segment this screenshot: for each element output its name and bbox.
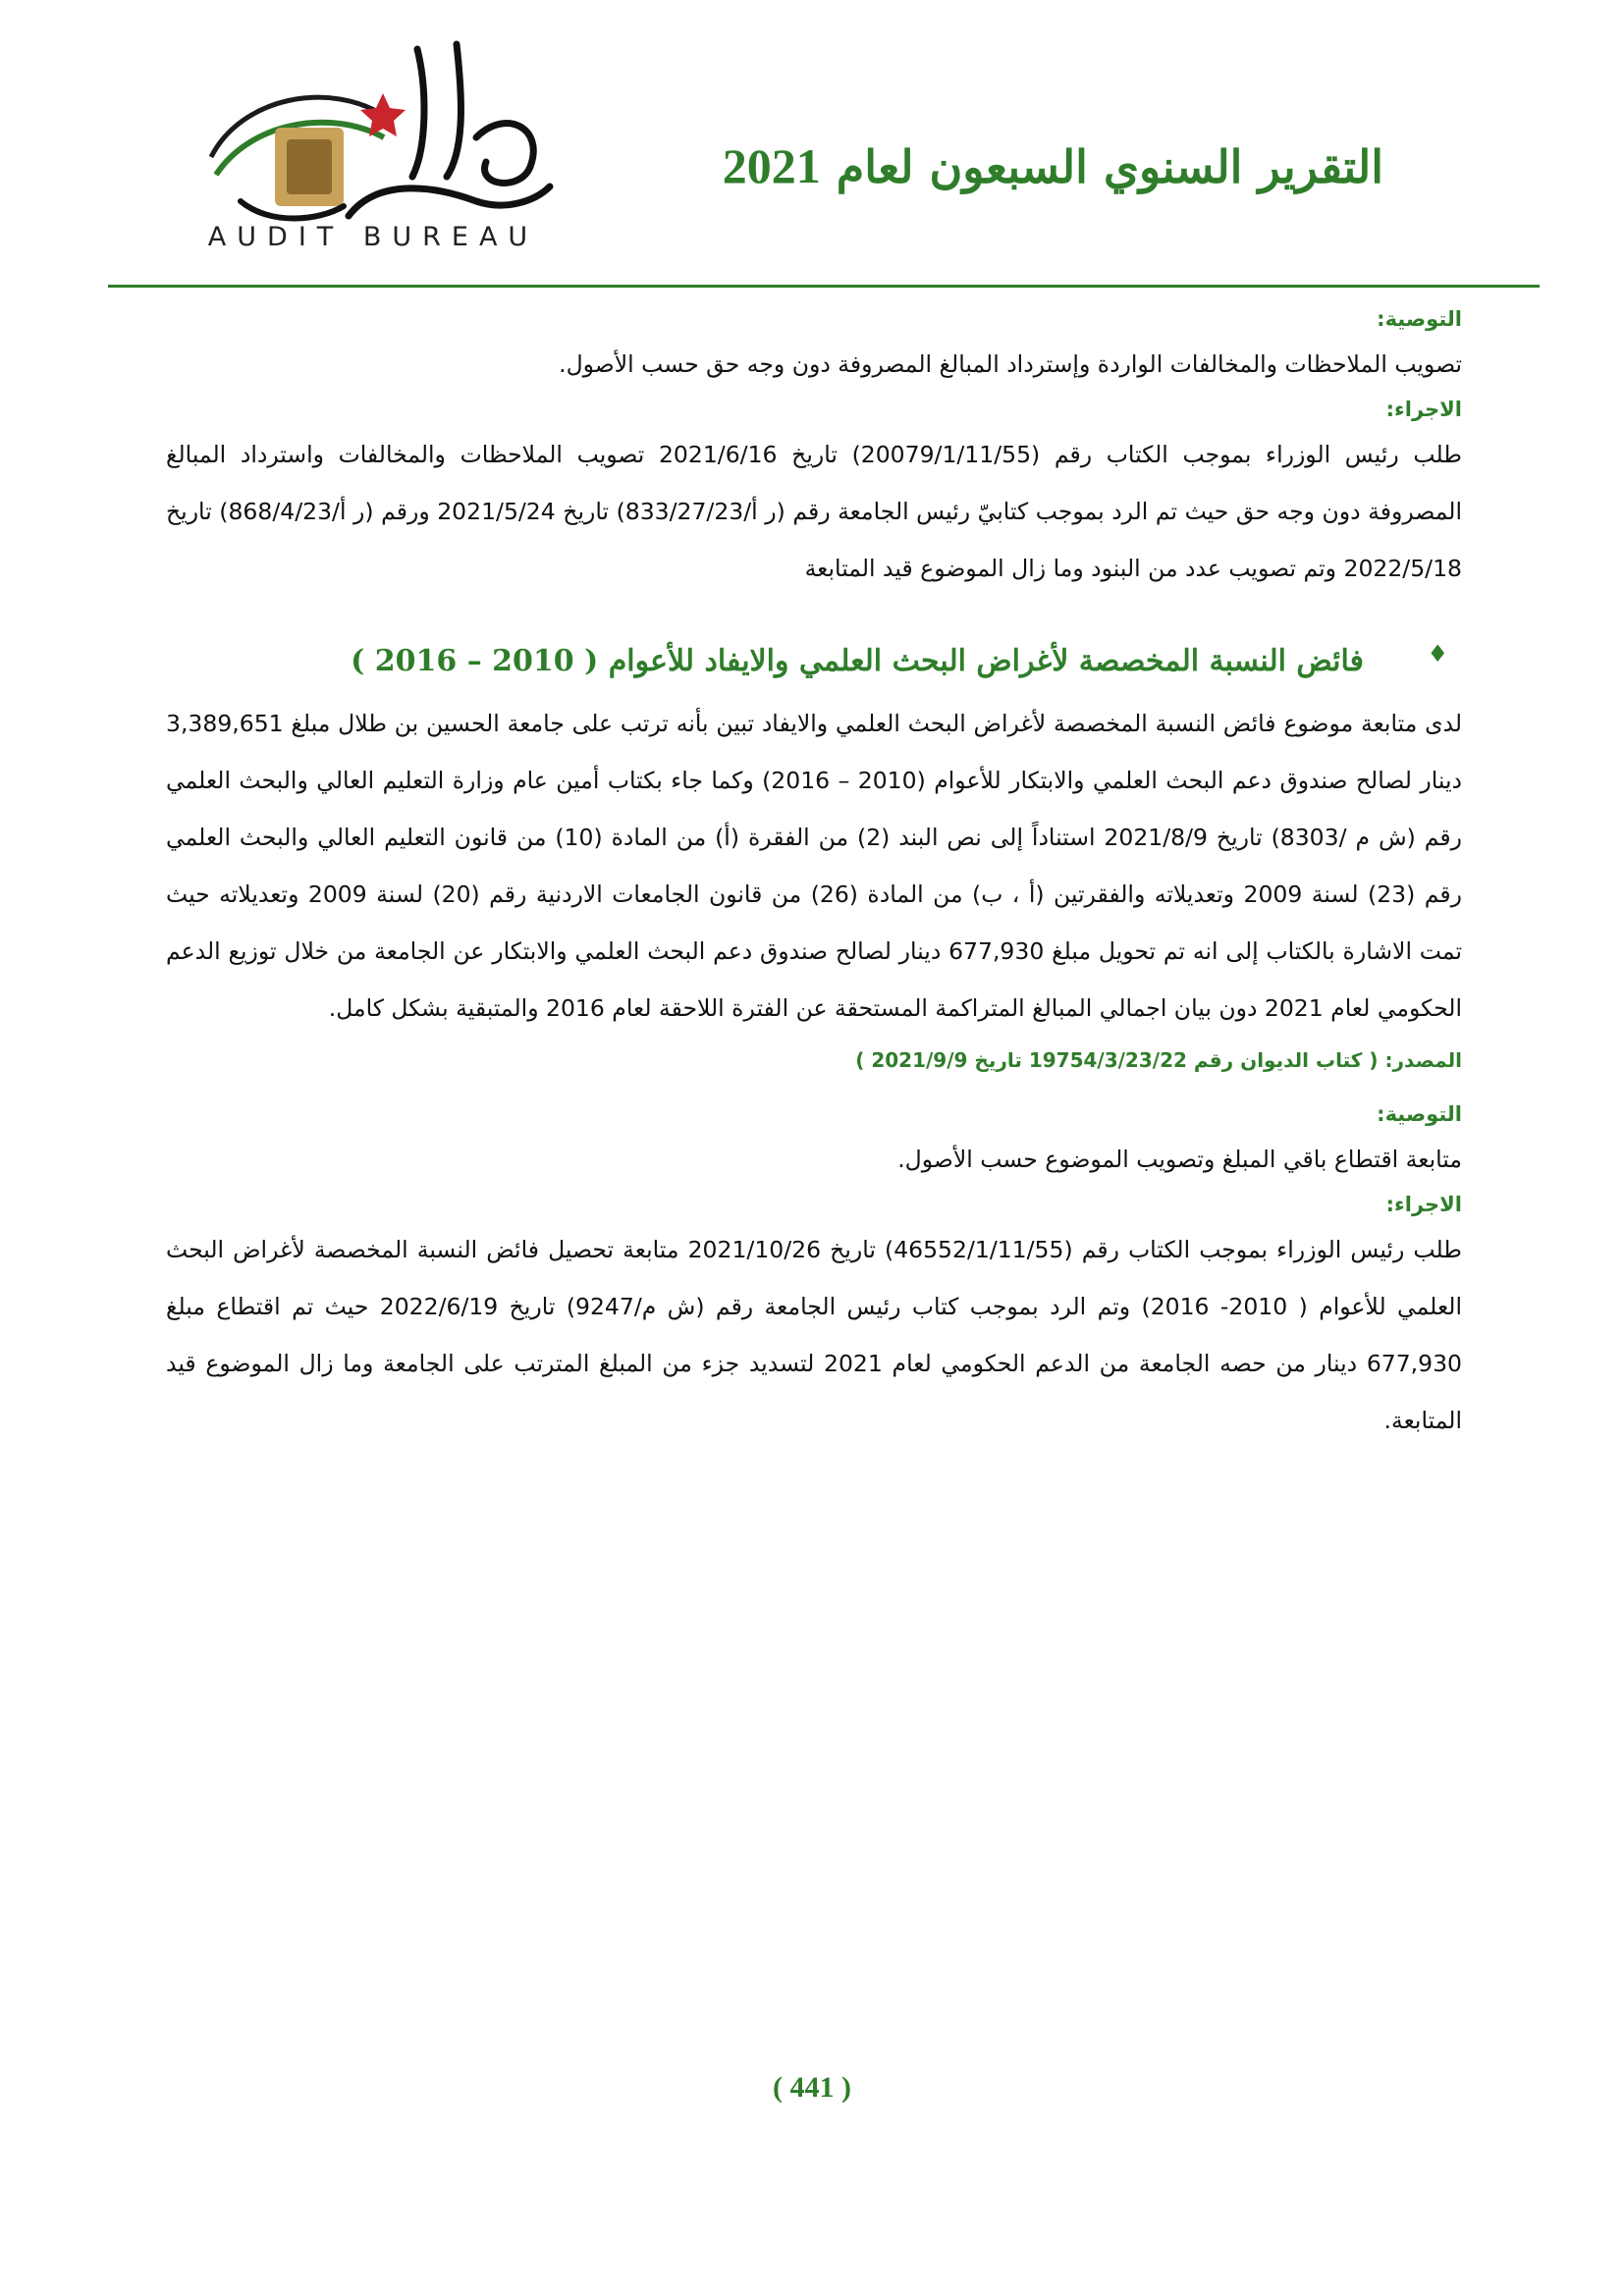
recommendation-label: التوصية: (1377, 307, 1462, 331)
report-title-text: التقرير السنوي السبعون لعام (836, 140, 1383, 193)
recommendation-label: التوصية: (1377, 1102, 1462, 1126)
source-note: المصدر: ( كتاب الديوان رقم 19754/3/23/22 تاريخ 2021/9/9 ) (855, 1048, 1462, 1072)
report-title-year: 2021 (722, 138, 821, 193)
action-text: طلب رئيس الوزراء بموجب الكتاب رقم (46552/1/11/55) تاريخ 2021/10/26 متابعة تحصيل فائض النسبة المخصصة لأغراض البحث العلمي للأعوام ( 2010- 2016) وتم الرد بموجب كتاب رئيس الجامعة رقم (ش م/9247) تاريخ 2022/6/19 حيث تم اقتطاع مبلغ 677,930 دينار من حصه الجامعة من الدعم الحكومي لعام 2021 لتسديد جزء من المبلغ المترتب على الجامعة وما زال الموضوع قيد المتابعة. (166, 1236, 1463, 1434)
body-paragraph: لدى متابعة موضوع فائض النسبة المخصصة لأغراض البحث العلمي والايفاد تبين بأنه ترتب على جامعة الحسين بن طلال مبلغ 3,389,651 دينار لصالح صندوق دعم البحث العلمي والابتكار للأعوام (2010 – 2016) وكما جاء بكتاب أمين عام وزارة التعليم العالي والبحث العلمي رقم (ش م /8303) تاريخ 2021/8/9 استناداً إلى نص البند (2) من الفقرة (أ) من المادة (10) من قانون التعليم العالي والبحث العلمي رقم (23) لسنة 2009 وتعديلاته والفقرتين (أ ، ب) من المادة (26) من قانون الجامعات الاردنية رقم (20) لسنة 2009 وتعديلاته حيث تمت الاشارة بالكتاب إلى انه تم تحويل مبلغ 677,930 دينار لصالح صندوق دعم البحث العلمي والابتكار عن الجامعة من خلال توزيع الدعم الحكومي لعام 2021 دون بيان اجمالي المبالغ المتراكمة المستحقة عن الفترة اللاحقة لعام 2016 والمتبقية بشكل كامل. (166, 710, 1462, 1022)
page-header (0, 0, 1624, 294)
header-divider (108, 285, 1540, 288)
section-heading-text: فائض النسبة المخصصة لأغراض البحث العلمي والايفاد للأعوام ( 2010 – 2016 ) (351, 644, 1364, 678)
diamond-bullet-icon: ♦ (1427, 640, 1448, 667)
section-heading (166, 632, 1462, 695)
action-label: الاجراء: (1385, 1193, 1462, 1216)
action-text: طلب رئيس الوزراء بموجب الكتاب رقم (20079/1/11/55) تاريخ 2021/6/16 تصويب الملاحظات والمخالفات واسترداد المبالغ المصروفة دون وجه حق حيث تم الرد بموجب كتابيّ رئيس الجامعة رقم (ر أ/833/27/23) تاريخ 2021/5/24 ورقم (ر أ/868/4/23) تاريخ 2022/5/18 وتم تصويب عدد من البنود وما زال الموضوع قيد المتابعة (166, 441, 1462, 582)
page-content (166, 302, 1462, 1449)
action-label: الاجراء: (1385, 398, 1462, 421)
recommendation-text: تصويب الملاحظات والمخالفات الواردة وإسترداد المبالغ المصروفة دون وجه حق حسب الأصول. (559, 350, 1462, 378)
page-number: ( 441 ) (773, 2071, 851, 2104)
recommendation-text: متابعة اقتطاع باقي المبلغ وتصويب الموضوع حسب الأصول. (897, 1146, 1462, 1173)
logo-text-en: AUDIT BUREAU (207, 222, 539, 252)
report-title (500, 137, 1383, 194)
